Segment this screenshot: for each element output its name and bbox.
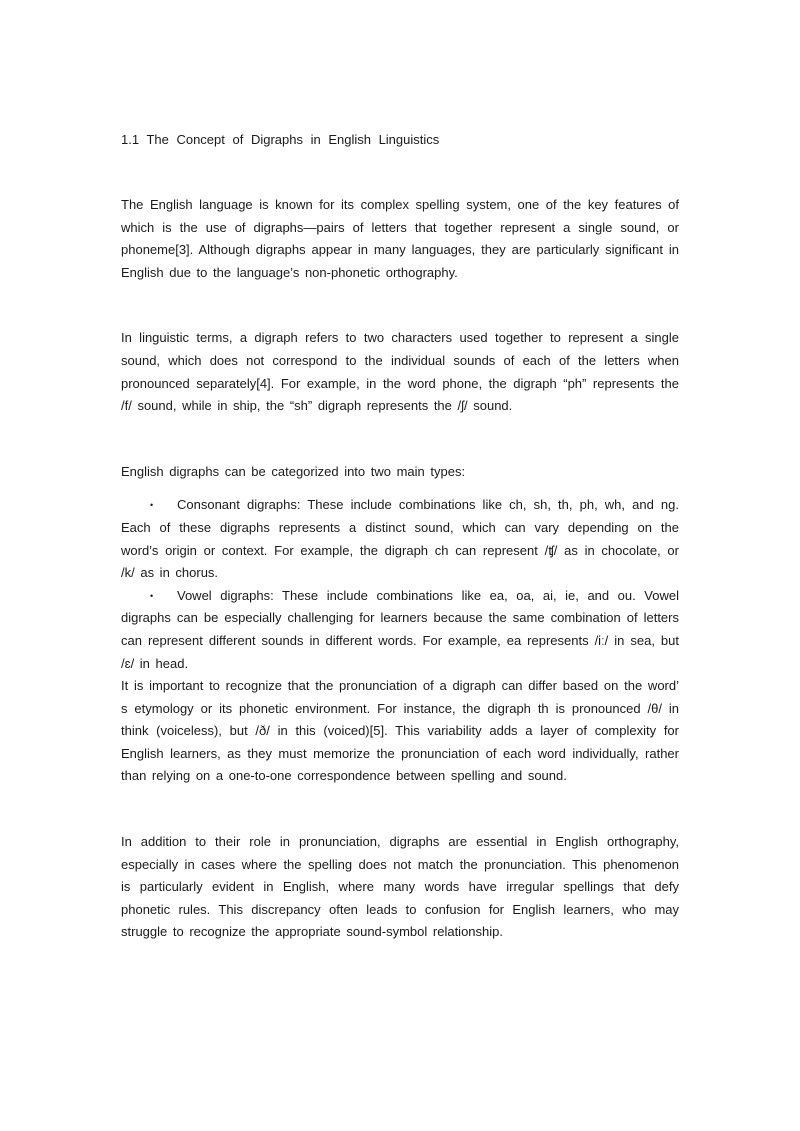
document-page — [121, 128, 679, 944]
list-item-text: Consonant digraphs: These include combinations like ch, sh, th, ph, wh, and ng. Each of these digraphs represents a distinct sound, which can vary depending on the word’s origin or context. For example, the digraph ch can represent /ʧ/ as in chocolate, or /k/ as in chorus. — [121, 497, 679, 581]
list-item-text: Vowel digraphs: These include combinations like ea, oa, ai, ie, and ou. Vowel digraphs can be especially challenging for learners because the same combination of letters can represent different sounds in different words. For example, ea represents /iː/ in sea, but /ɛ/ in head. — [121, 587, 679, 671]
paragraph-variability: It is important to recognize that the pronunciation of a digraph can differ based on the word’ s etymology or its phonetic environment. For instance, the digraph th is pronounced /θ/ in think (voiceless), but /ð/ in this (voiced)[5]. This variability adds a layer of complexity for English learners, as they must memorize the pronunciation of each word individually, rather than relying on a one-to-one correspondence between spelling and sound. — [121, 678, 679, 784]
bullet-icon: • — [150, 500, 154, 511]
section-heading: 1.1 The Concept of Digraphs in English Linguistics — [121, 132, 440, 147]
list-item-consonant-digraphs — [121, 494, 679, 584]
paragraph-definition: In linguistic terms, a digraph refers to two characters used together to represent a single sound, which does not correspond to the individual sounds of each of the letters when pronounced separately[4]. For example, in the word phone, the digraph “ph” represents the /f/ sound, while in ship, the “sh” digraph represents the /ʃ/ sound. — [121, 330, 679, 414]
paragraph-intro: The English language is known for its complex spelling system, one of the key features of which is the use of digraphs—pairs of letters that together represent a single sound, or phoneme[3]. Although digraphs appear in many languages, they are particularly significant in English due to the language’s non-phonetic orthography. — [121, 197, 679, 280]
list-item-vowel-digraphs — [121, 585, 679, 675]
paragraph-types-intro: English digraphs can be categorized into two main types: — [121, 463, 466, 479]
paragraph-orthography: In addition to their role in pronunciation, digraphs are essential in English orthography, especially in cases where the spelling does not match the pronunciation. This phenomenon is particularly evident in English, where many words have irregular spellings that defy phonetic rules. This discrepancy often leads to confusion for English learners, who may struggle to recognize the appropriate sound-symbol relationship. — [121, 834, 679, 940]
bullet-icon: • — [150, 590, 154, 601]
